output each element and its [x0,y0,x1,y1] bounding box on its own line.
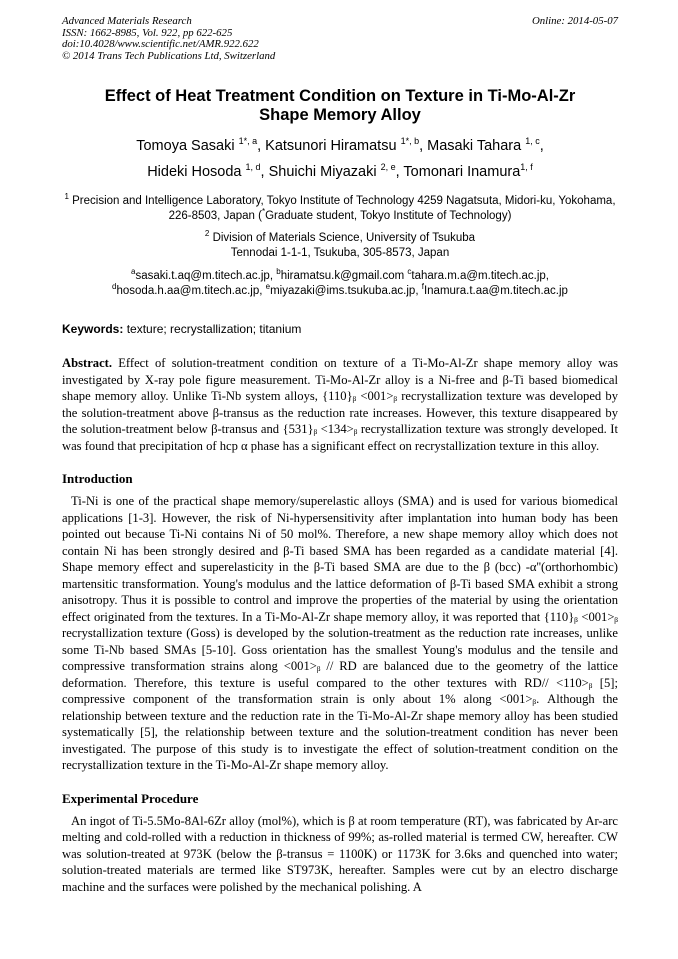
author-name: Masaki Tahara [427,138,526,155]
email-address: sasaki.t.aq@m.titech.ac.jp, [135,270,277,283]
author-sup: 1*, a [238,136,258,147]
abstract-paragraph [62,355,618,454]
author-name: Tomoya Sasaki [136,138,239,155]
doi-line: doi:10.4028/www.scientific.net/AMR.922.622 [62,38,259,51]
author-sup: 1, d [245,162,261,173]
author-separator: , [257,138,266,155]
emails-line-2 [62,284,618,299]
affiliation-2 [62,231,618,261]
affiliation-2-line-1 [62,231,618,246]
email-sup: b [276,267,281,277]
author-separator: , [539,138,544,155]
keywords-label: Keywords: [62,322,124,337]
author-separator: , [395,164,404,181]
copyright-line: © 2014 Trans Tech Publications Ltd, Switzerland [62,49,276,62]
keywords-text: texture; recrystallization; titanium [123,322,302,337]
authors-line-1 [62,133,618,159]
abstract-label: Abstract. [62,356,113,371]
journal-header-left [62,16,275,62]
paper-title-line-2: Shape Memory Alloy [259,106,421,125]
email-sup: d [112,282,117,292]
email-address: Inamura.t.aa@m.titech.ac.jp [423,285,568,298]
authors-line-2 [62,159,618,185]
emails-block [62,269,618,299]
email-sup: f [421,282,424,292]
author-name: Hideki Hosoda [147,164,246,181]
author-separator: , [260,164,269,181]
section-heading-experimental-procedure: Experimental Procedure [62,790,199,806]
author-name: Shuichi Miyazaki [268,164,381,181]
affiliation-2-line-2: Tennodai 1-1-1, Tsukuba, 305-8573, Japan [230,247,450,260]
email-address: miyazaki@ims.tsukuba.ac.jp, [270,285,422,298]
author-sup: 1, c [525,136,540,147]
author-sup: 1, f [520,162,533,173]
section-heading-introduction: Introduction [62,471,133,487]
keywords-line [62,322,618,337]
affiliation-1-note-text: Graduate student, Tokyo Institute of Technology) [265,210,512,223]
online-date: Online: 2014-05-07 [531,15,618,27]
affiliation-2-sup: 2 [204,229,210,239]
emails-line-1 [62,269,618,284]
journal-header [62,16,618,62]
author-sup: 1*, b [400,136,420,147]
email-sup: e [265,282,271,292]
abstract-text: Effect of solution-treatment condition on texture of a Ti-Mo-Al-Zr shape memory alloy was investigated by X-ray pole figure measurement. Ti-Mo-Al-Zr alloy is a Ni-free and β-Ti based biomedical shape memory alloy. Unlike Ti-Nb system alloys, {110}ᵦ <001>ᵦ recrystallization texture was developed by the solution-treatment above β-transus as the reduction rate increases. However, this texture disappeared by the solution-treatment below β-transus and {531}ᵦ <134>ᵦ recrystallization texture was strongly developed. It was found that precipitation of hcp α phase has a significant effect on recrystallization texture in this alloy. [62,356,618,453]
affiliation-1-text: Precision and Intelligence Laboratory, Tokyo Institute of Technology 4259 Nagatsuta, Midori-ku, Yokohama, 226-8503, Japan ( [68,195,616,223]
section-body-introduction: Ti-Ni is one of the practical shape memory/superelastic alloys (SMA) and is used for various biomedical applications [1-3]. However, the risk of Ni-hypersensitivity after implantation into human body has been pointed out because Ti-Ni contains Ni of 50 mol%. Therefore, a new shape memory alloy which does not contain Ni has been strongly desired and β-Ti based SMA has been regarded as a candidate material [4]. Shape memory effect and superelasticity in the β-Ti based SMA are due to the β (bcc) -α''(orthorhombic) martensitic transformation. Young's modulus and the lattice deformation of β-Ti based SMA exhibit a strong anisotropy. Thus it is possible to control and improve the properties of the material by using the orientation effect originated from the textures. In a Ti-Mo-Al-Zr shape memory alloy, it was reported that {110}ᵦ <001>ᵦ recrystallization texture (Goss) is developed by the solution-treatment as the reduction rate increases, unlike some Ti-Nb based SMAs [5-10]. Goss orientation has the smallest Young's modulus and the tensile and compressive transformation strains along <001>ᵦ // RD are balanced due to the geometry of the lattice deformation. Therefore, this texture is useful compared to the other textures with RD// <110>ᵦ [5]; compressive component of the transformation strain is only about 1% along <001>ᵦ. Although the relationship between texture and the reduction rate in the Ti-Mo-Al-Zr shape memory alloy has been studied systematically [5], the relationship between texture and the solution-treatment condition has never been investigated. The purpose of this study is to investigate the effect of solution-treatment condition on the recrystallization texture in the Ti-Mo-Al-Zr shape memory alloy. [62,494,618,773]
author-name: Katsunori Hiramatsu [265,138,401,155]
paper-title [62,87,618,125]
email-sup: c [407,267,412,277]
email-address: hosoda.h.aa@m.titech.ac.jp, [116,285,266,298]
author-separator: , [419,138,428,155]
affiliation-1-note-sup: * [261,207,266,217]
authors-block [62,133,618,185]
email-address: hiramatsu.k@gmail.com [280,270,408,283]
email-sup: a [130,267,136,277]
email-address: tahara.m.a@m.titech.ac.jp, [411,270,549,283]
affiliation-1-sup: 1 [64,192,69,202]
author-sup: 2, e [380,162,396,173]
issn-line: ISSN: 1662-8985, Vol. 922, pp 622-625 [62,26,233,39]
affiliation-2-text: Division of Materials Science, University of Tsukuba [209,232,476,245]
section-body-experimental-procedure: An ingot of Ti-5.5Mo-8Al-6Zr alloy (mol%), which is β at room temperature (RT), was fabricated by Ar-arc melting and cold-rolled with a reduction in thickness of 99%; as-rolled material is termed CW, hereafter. CW was solution-treated at 973K (below the β-transus = 1100K) or 1173K for 3.6ks and quenched into water; solution-treated materials are termed like ST973K, hereafter. Samples were cut by an electro discharge machine and the surfaces were polished by the mechanical polishing. A [62,813,618,894]
affiliation-1 [62,194,618,224]
paper-title-line-1: Effect of Heat Treatment Condition on Texture in Ti-Mo-Al-Zr [104,87,576,106]
journal-name: Advanced Materials Research [62,15,192,27]
author-name: Tomonari Inamura [403,164,521,181]
